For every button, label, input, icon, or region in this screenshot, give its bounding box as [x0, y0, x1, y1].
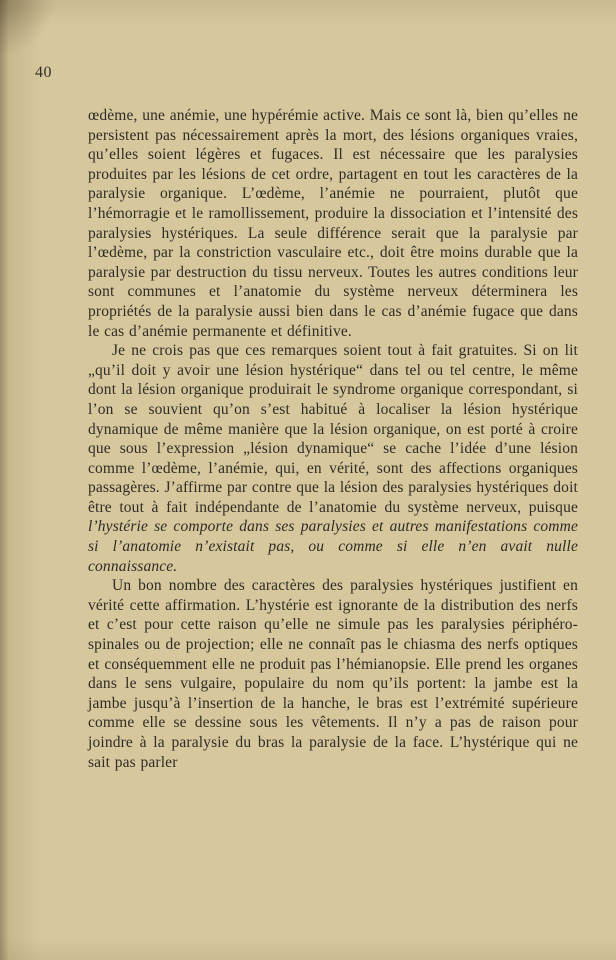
paragraph-continuation: [88, 106, 578, 341]
page-number: 40: [35, 64, 52, 81]
paragraph-text-italic: l’hystérie se comporte dans ses paralysies et autres manifestations comme si l’anatomie n’existait pas, ou comme si elle n’en avait nulle connaissance.: [88, 518, 578, 575]
body-text-block: [88, 106, 578, 772]
paragraph-text: Un bon nombre des caractères des paralysies hystériques justifient en vérité cette affirmation. L’hystérie est ignorante de la distribution des nerfs et c’est pour cette raison qu’elle ne simule pas les paralysies périphéro-spinales ou de projection; elle ne connaît pas le chiasma des nerfs optiques et conséquemment elle ne produit pas l’hémianopsie. Elle prend les organes dans le sens vulgaire, populaire du nom qu’ils portent: la jambe est la jambe jusqu’à l’insertion de la hanche, le bras est l’extrémité supérieure comme elle se dessine sous les vêtements. Il n’y a pas de raison pour joindre à la paralysie du bras la paralysie de la face. L’hystérique qui ne sait pas parler: [88, 577, 578, 771]
paragraph-text: œdème, une anémie, une hypérémie active. Mais ce sont là, bien qu’elles ne persistent pas nécessairement après la mort, des lésions organiques vraies, qu’elles soient légères et fugaces. Il est nécessaire que les paralysies produites par les lésions de cet ordre, partagent en tout les caractères de la paralysie organique. L’œdème, l’anémie ne pourraient, plutôt que l’hémorragie et le ramollissement, produire la dissociation et l’intensité des paralysies hystériques. La seule différence serait que la paralysie par l’œdème, par la constriction vasculaire etc., doit être moins durable que la paralysie par destruction du tissu nerveux. Toutes les autres conditions leur sont communes et l’anatomie du système nerveux déterminera les propriétés de la paralysie aussi bien dans le cas d’anémie fugace que dans le cas d’anémie permanente et définitive.: [88, 107, 578, 340]
paragraph: [88, 341, 578, 576]
paragraph: [88, 576, 578, 772]
paragraph-text: Je ne crois pas que ces remarques soient tout à fait gratuites. Si on lit „qu’il doit y avoir une lésion hystérique“ dans tel ou tel centre, le même dont la lésion organique produirait le syndrome organique correspondant, si l’on se souvient qu’on s’est habitué à localiser la lésion hystérique dynamique de même manière que la lésion organique, on est porté à croire que sous l’expression „lésion dynamique“ se cache l’idée d’une lésion comme l’œdème, l’anémie, qui, en vérité, sont des affections organiques passagères. J’affirme par contre que la lésion des paralysies hystériques doit être tout à fait indépendante de l’anatomie du système nerveux, puisque: [88, 342, 578, 516]
